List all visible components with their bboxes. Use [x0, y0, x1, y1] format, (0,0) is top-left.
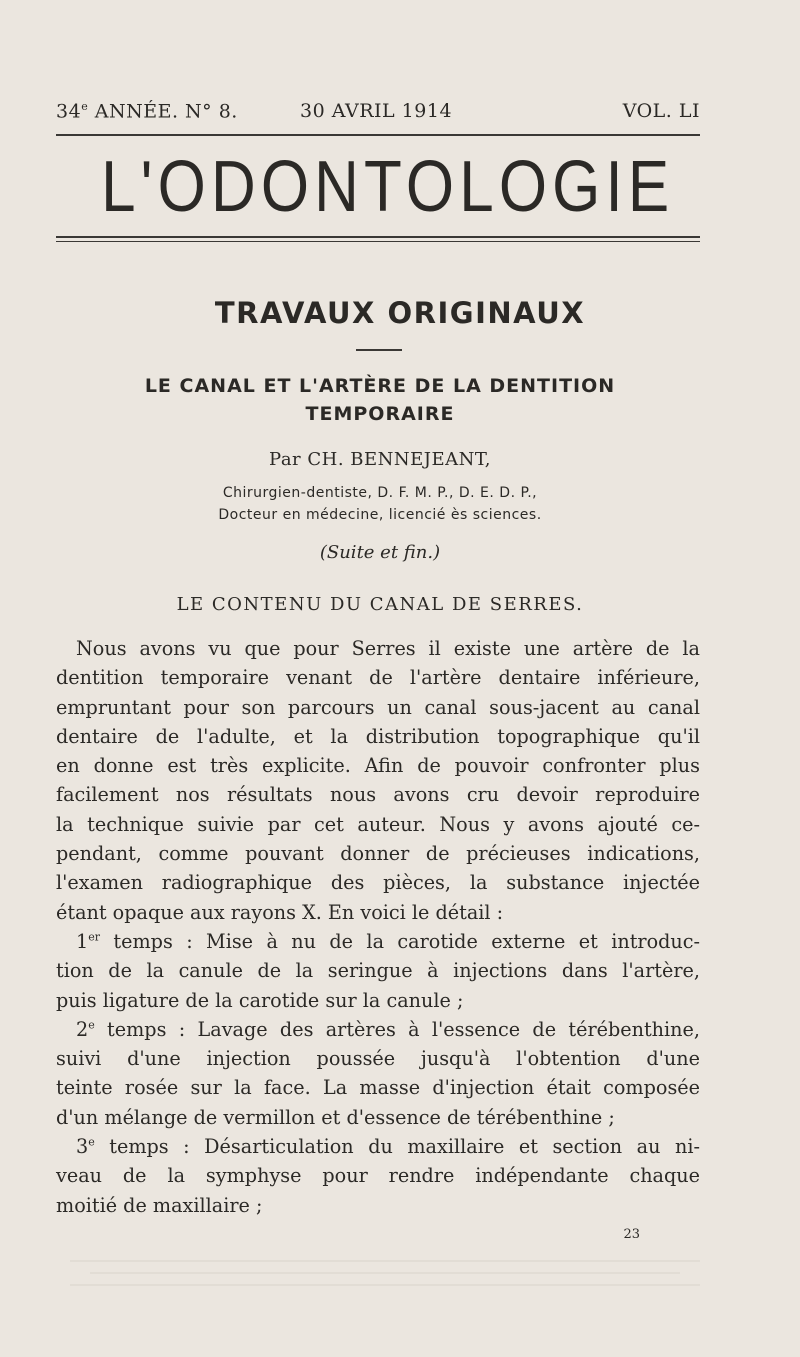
- body-line: en donne est très explicite. Afin de pouvoir confronter plus: [56, 754, 700, 778]
- issue-number: 34e ANNÉE. N° 8.: [56, 100, 238, 123]
- body-line: facilement nos résultats nous avons cru devoir reproduire: [56, 783, 700, 807]
- body-line: dentaire de l'adulte, et la distribution topographique qu'il: [56, 724, 700, 748]
- author-byline: Par CH. BENNEJEANT,: [269, 449, 491, 470]
- article-title: [60, 372, 700, 428]
- section-title: TRAVAUX ORIGINAUX: [214, 296, 586, 330]
- body-line: veau de la symphyse pour rendre indépendante chaque: [56, 1164, 700, 1188]
- body-line: étant opaque aux rayons X. En voici le détail :: [56, 900, 504, 924]
- issue-date: 30 AVRIL 1914: [300, 100, 453, 122]
- body-line: Nous avons vu que pour Serres il existe une artère de la: [76, 637, 700, 660]
- affiliation-line: Docteur en médecine, licencié ès sciences.: [218, 507, 542, 523]
- body-line: empruntant pour son parcours un canal sous-jacent au canal: [56, 695, 700, 719]
- affiliation-line: Chirurgien-dentiste, D. F. M. P., D. E. D. P.,: [222, 485, 538, 501]
- article-title-line: TEMPORAIRE: [305, 403, 455, 425]
- subsection-heading: LE CONTENU DU CANAL DE SERRES.: [176, 594, 584, 615]
- continuation-note: (Suite et fin.): [319, 542, 441, 563]
- article-body: [56, 634, 700, 1220]
- body-line: 1er temps : Mise à nu de la carotide externe et introduc-: [76, 929, 700, 953]
- body-line: l'examen radiographique des pièces, la substance injectée: [56, 871, 700, 895]
- masthead-rule-bottom: [56, 241, 700, 242]
- page-number: 23: [623, 1227, 640, 1242]
- body-line: puis ligature de la carotide sur la canule ;: [56, 988, 464, 1012]
- body-line: dentition temporaire venant de l'artère dentaire inférieure,: [56, 666, 700, 690]
- body-line: d'un mélange de vermillon et d'essence de térébenthine ;: [56, 1105, 615, 1129]
- body-line: tion de la canule de la seringue à injections dans l'artère,: [56, 959, 700, 983]
- show-through-texture: [70, 1250, 700, 1296]
- masthead-rule-top: [56, 236, 700, 238]
- volume-number: VOL. LI: [622, 100, 700, 122]
- body-line: pendant, comme pouvant donner de précieuses indications,: [56, 842, 700, 866]
- running-header: [56, 100, 700, 130]
- header-rule: [56, 134, 700, 136]
- body-line: moitié de maxillaire ;: [56, 1193, 263, 1217]
- author-affiliation: [60, 482, 700, 526]
- body-line: 2e temps : Lavage des artères à l'essence de térébenthine,: [76, 1017, 700, 1041]
- body-line: la technique suivie par cet auteur. Nous y avons ajouté ce-: [56, 812, 700, 836]
- body-line: suivi d'une injection poussée jusqu'à l'obtention d'une: [56, 1047, 700, 1071]
- journal-masthead: L'ODONTOLOGIE: [101, 147, 675, 227]
- section-divider: [356, 349, 402, 351]
- body-line: teinte rosée sur la face. La masse d'injection était composée: [56, 1076, 700, 1100]
- body-line: 3e temps : Désarticulation du maxillaire et section au ni-: [76, 1135, 700, 1159]
- article-title-line: LE CANAL ET L'ARTÈRE DE LA DENTITION: [144, 375, 616, 397]
